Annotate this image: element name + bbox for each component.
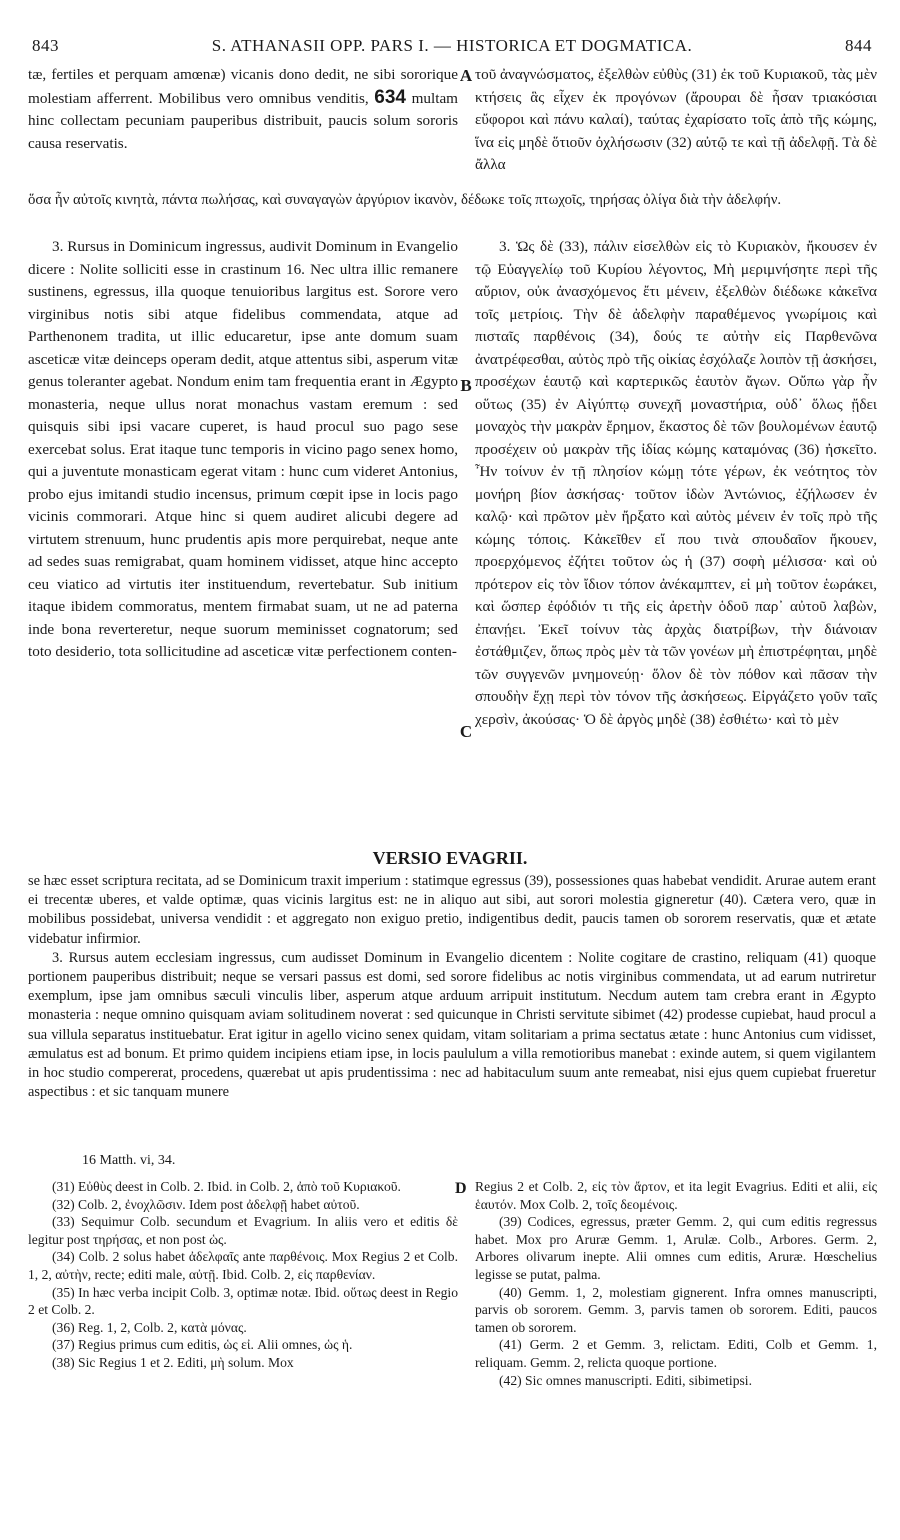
- page-number-right: 844: [845, 36, 872, 55]
- note-40: (40) Gemm. 1, 2, molestiam gignerent. Infra omnes manuscripti, parvis ob sororem. Gemm. 3, parvis tamen ob sororem. Editi, paucos tamen ob sororem.: [475, 1284, 877, 1335]
- notes-left-column: [28, 1178, 458, 1372]
- note-38: (38) Sic Regius 1 et 2. Editi, μὴ solum. Mox: [52, 1354, 294, 1370]
- greek-paragraph-2-end: τοῦ ἀναγνώσματος, ἐξελθὼν εὐθὺς (31) ἐκ τοῦ Κυριακοῦ, τὰς μὲν κτήσεις ἃς εἶχεν ἐκ προγόνων (ἄρουραι δὲ ἦσαν τριακόσιαι εὔφοροι καὶ πάνυ καλαί), ταύτας ἐχαρίσατο τοῖς ἀπὸ τῆς κώμης, ἵνα εἰς μηδὲ ὅτιοῦν ὀχλήσωσιν (32) αὐτῷ τε καὶ τῇ ἀδελφῇ. Τὰ δὲ ἄλλα: [475, 66, 877, 173]
- page-header: [32, 36, 872, 58]
- latin-text-b: multam hinc collectam pecuniam pauperibus distribuit, paucis solum sororis causa reservatis.: [28, 89, 458, 152]
- gutter-letter-b: B: [460, 376, 472, 395]
- note-39: (39) Codices, egressus, præter Gemm. 2, qui cum editis regressus habet. Mox pro Aruræ Gemm. 1, Arulæ. Colb., Arbores. Germ. 2, Arbores olivarum inepte. Alii omnes cum editis, Aruræ. Hœschelius legisse se putat, palma.: [475, 1214, 877, 1282]
- note-41: (41) Germ. 2 et Gemm. 3, relictam. Editi, Colb et Gemm. 1, reliquam. Gemm. 2, relicta quoque portione.: [475, 1337, 877, 1370]
- note-34: (34) Colb. 2 solus habet ἀδελφαῖς ante παρθένοις. Mox Regius 2 et Colb. 1, 2, αὐτὴν, recte; editi male, αὐτῇ. Ibid. Colb. 2, εἰς παρθενίαν.: [28, 1249, 458, 1282]
- gutter-letter-c: C: [459, 722, 473, 741]
- greek-paragraph-3: 3. Ὡς δὲ (33), πάλιν εἰσελθὼν εἰς τὸ Κυριακὸν, ἤκουσεν ἐν τῷ Εὐαγγελίῳ τοῦ Κυρίου λέγοντος, Μὴ μεριμνήσητε περὶ τῆς αὔριον, οὐκ ἀνασχόμενος ἔτι μένειν, ἐξελθὼν διέδωκε κἀκεῖνα τοῖς μετρίοις. Τὴν δὲ ἀδελφὴν παραθέμενος γνωρίμοις καὶ πισταῖς παρθένοις (34), δούς τε αὐτὴν εἰς Παρθενῶνα ἀνατρέφεσθαι, αὐτὸς πρὸ τῆς οἰκίας ἐσχόλαζε λοιπὸν τῇ ἀσκήσει, προσέχων ἑαυτῷ καὶ καρτερικῶς ἑαυτὸν ἄγων. Οὔπω γὰρ ἦν οὕτως (35) ἐν Αἰγύπτῳ συνεχῆ μοναστήρια, οὐδ᾽ ὅλως ᾔδει μοναχὸς τὴν μακρὰν ἔρημον, ἕκαστος δὲ τῶν βουλομένων ἑαυτῷ προσέχειν οὐ μακρὰν τῆς ἰδίας κώμης καταμόνας (36) ἠσκεῖτο. Ἦν τοίνυν ἐν τῇ πλησίον κώμῃ τότε γέρων, ἐκ νεότητος τὸν μονήρη βίον ἀσκήσας· τοῦτον ἰδὼν Ἀντώνιος, ἐζήλωσεν ἐν καλῷ· καὶ πρῶτον μὲν ἤρξατο καὶ αὐτὸς μένειν ἐν τοῖς πρὸ τῆς κώμης τόποις. Κἀκεῖθεν εἴ που τινὰ σπουδαῖον ἤκουεν, προερχόμενος ἐζήτει τοῦτον ὡς ἡ (37) σοφὴ μέλισσα· καὶ οὐ πρότερον εἰς τὸν ἴδιον τόπον ἀνέκαμπτεν, εἰ μὴ τοῦτον ἑωράκει, καὶ ὥσπερ ἐφόδιόν τι τῆς εἰς ἀρετὴν ὁδοῦ παρ᾽ αὐτοῦ λαβὼν, ἐπανῄει. Ἐκεῖ τοίνυν τὰς ἀρχὰς διατρίβων, τὴν διάνοιαν ἐστάθμιζεν, ὅπως πρὸς μὲν τὰ τῶν γονέων μὴ ἐπιστρέφηται, μηδὲ τῶν συγγενῶν μνημονεύῃ· ὅλον δὲ τὸν πόθον καὶ πᾶσαν τὴν σπουδὴν ἔχῃ περὶ τὸν τόνον τῆς ἀσκήσεως. Εἰργάζετο γοῦν ταῖς χερσὶν, ἀκούσας· Ὁ δὲ ἀργὸς μηδὲ (38) ἐσθιέτω· καὶ τὸ μὲν: [475, 238, 877, 728]
- note-42: (42) Sic omnes manuscripti. Editi, sibimetipsi.: [499, 1372, 752, 1388]
- greek-column-main: [475, 236, 877, 731]
- column-marker: 634: [374, 86, 406, 108]
- latin-column-main: [28, 236, 458, 664]
- latin-column-top: [28, 64, 458, 155]
- footnote-16: 16 Matth. vi, 34.: [82, 1153, 176, 1168]
- versio-heading: VERSIO EVAGRII.: [372, 848, 528, 868]
- versio-text: [28, 872, 876, 1102]
- gutter-letter-d: D: [455, 1180, 467, 1197]
- note-37: (37) Regius primus cum editis, ὡς εἰ. Alii omnes, ὡς ἡ.: [52, 1337, 353, 1353]
- note-31: (31) Εὐθὺς deest in Colb. 2. Ibid. in Colb. 2, ἀπὸ τοῦ Κυριακοῦ.: [52, 1179, 401, 1194]
- latin-paragraph-2-end: [28, 64, 458, 155]
- page-number-left: 843: [32, 36, 59, 55]
- note-38-continued: Regius 2 et Colb. 2, εἰς τὸν ἄρτον, et ita legit Evagrius. Editi et alii, εἰς ἑαυτόν. Mox Colb. 2, τοῖς δεομένοις.: [475, 1179, 877, 1212]
- latin-text-a: tæ, fertiles et perquam amœnæ) vicanis dono dedit, ne sibi sororique molestiam afferrent. Mobilibus vero omnibus venditis,: [28, 66, 458, 107]
- note-32: (32) Colb. 2, ἐνοχλῶσιν. Idem post ἀδελφῇ habet αὐτοῦ.: [52, 1196, 360, 1212]
- note-33: (33) Sequimur Colb. secundum et Evagrium. In aliis vero et editis δὲ legitur post τηρήσας, et non post ὡς.: [28, 1214, 458, 1247]
- latin-paragraph-3: 3. Rursus in Dominicum ingressus, audivit Dominum in Evangelio dicere : Nolite solliciti esse in crastinum 16. Nec ultra illic remanere sustinens, egressus, illa quoque tenuioribus largitus est. Sorore vero virginibus notis sibi atque fidelibus commendata, atque ad Parthenonem tradita, ut illic educaretur, ipse ante domum suam asceticæ vitæ deinceps operam dedit, atque attentus sibi, asperum vitæ genus toleranter agebat. Nondum enim tam frequentia erant in Ægypto monasteria, neque ullus norat monachus vastam eremum : sed quisquis sibi ipsi vacare cuperet, is haud procul suo pago sese exercebat solus. Erat itaque tunc temporis in vicino pago senex homo, qui a juventute monasticam egerat vitam : hunc cum videret Antonius, probo ejus imitandi studio incensus, primum cœpit ipse in locis pago vicinis commorari. Atque hinc si quem audiret alicubi degere ad virtutem strenuum, hunc prudentis apis more perquirebat, neque ante ad sedes suas remigrabat, quam hominem vidisset, atque hinc accepto ceu viatico ad virtutis iter instituendum, revertebatur. Sub initium itaque ibidem commoratus, mentem firmabat suam, ut ne ad paterna inde bona reverteretur, neque suorum meminisset cognatorum; sed toto desiderio, tota sollicitudine ad asceticæ vitæ perfectionem conten-: [28, 238, 458, 660]
- gutter-letter-a: A: [459, 66, 473, 85]
- greek-column-top: [475, 64, 877, 177]
- note-35: (35) In hæc verba incipit Colb. 3, optimæ notæ. Ibid. οὕτως deest in Regio 2 et Colb. 2.: [28, 1284, 458, 1318]
- versio-paragraph-1: se hæc esset scriptura recitata, ad se Dominicum traxit imperium : statimque egressus (39), possessiones quas habebat vendidit. Arurae autem erant ei trecentæ uberes, et valde optimæ, quas vicinis largitus est: ne in aliquo aut sibi, aut sorori molestia gigneretur (40). Cætera vero, quæ in mobilibus possidebat, universa vendidit : et aggregato non exiguo pretio, indigentibus dedit, paucis tamen ob sororem reservatis, quæ et ætate videbatur infirmior.: [28, 873, 876, 947]
- notes-right-column: [475, 1178, 877, 1389]
- versio-paragraph-2: 3. Rursus autem ecclesiam ingressus, cum audisset Dominum in Evangelio dicentem : Nolite cogitare de crastino, reliquam (41) quoque portionem pauperibus distribuit; neque se versari passus est domi, sed sorore fidelibus ac notis virginibus commendata, ut ad earum nutriretur exemplum, ipse jam omnibus sæculi vinculis liber, asperum atque arduum arripuit institutum. Necdum autem tam crebra erant in Ægypto monasteria : neque omnino quisquam aviam solitudinem noverat : sed quicunque in Christi servitute sibimet (42) prodesse cupiebat, haud procul a sua villula separatus instituebatur. Erat igitur in agello vicino senex quidam, vitam solitariam a prima sectatus ætate : hunc Antonius cum vidisset, æmulatus est ad bonum. Et primo quidem incipiens etiam ipse, in locis paululum a villa remotioribus manebat : exinde autem, si quem vigilantem in hoc studio compererat, procedens, quærebat ut apis prudentissima : nec ad habitaculum suum ante remeabat, nisi ejus quem cupiebat frueretur aspectibus : et sic tanquam munere: [28, 949, 876, 1101]
- greek-spanning-line: ὅσα ἦν αὐτοῖς κινητὰ, πάντα πωλήσας, καὶ συναγαγὼν ἀργύριον ἱκανὸν, δέδωκε τοῖς πτωχοῖς, τηρήσας ὀλίγα διὰ τὴν ἀδελφήν.: [28, 192, 782, 208]
- note-36: (36) Reg. 1, 2, Colb. 2, κατὰ μόνας.: [52, 1319, 247, 1335]
- running-title: S. ATHANASII OPP. PARS I. — HISTORICA ET DOGMATICA.: [211, 36, 693, 55]
